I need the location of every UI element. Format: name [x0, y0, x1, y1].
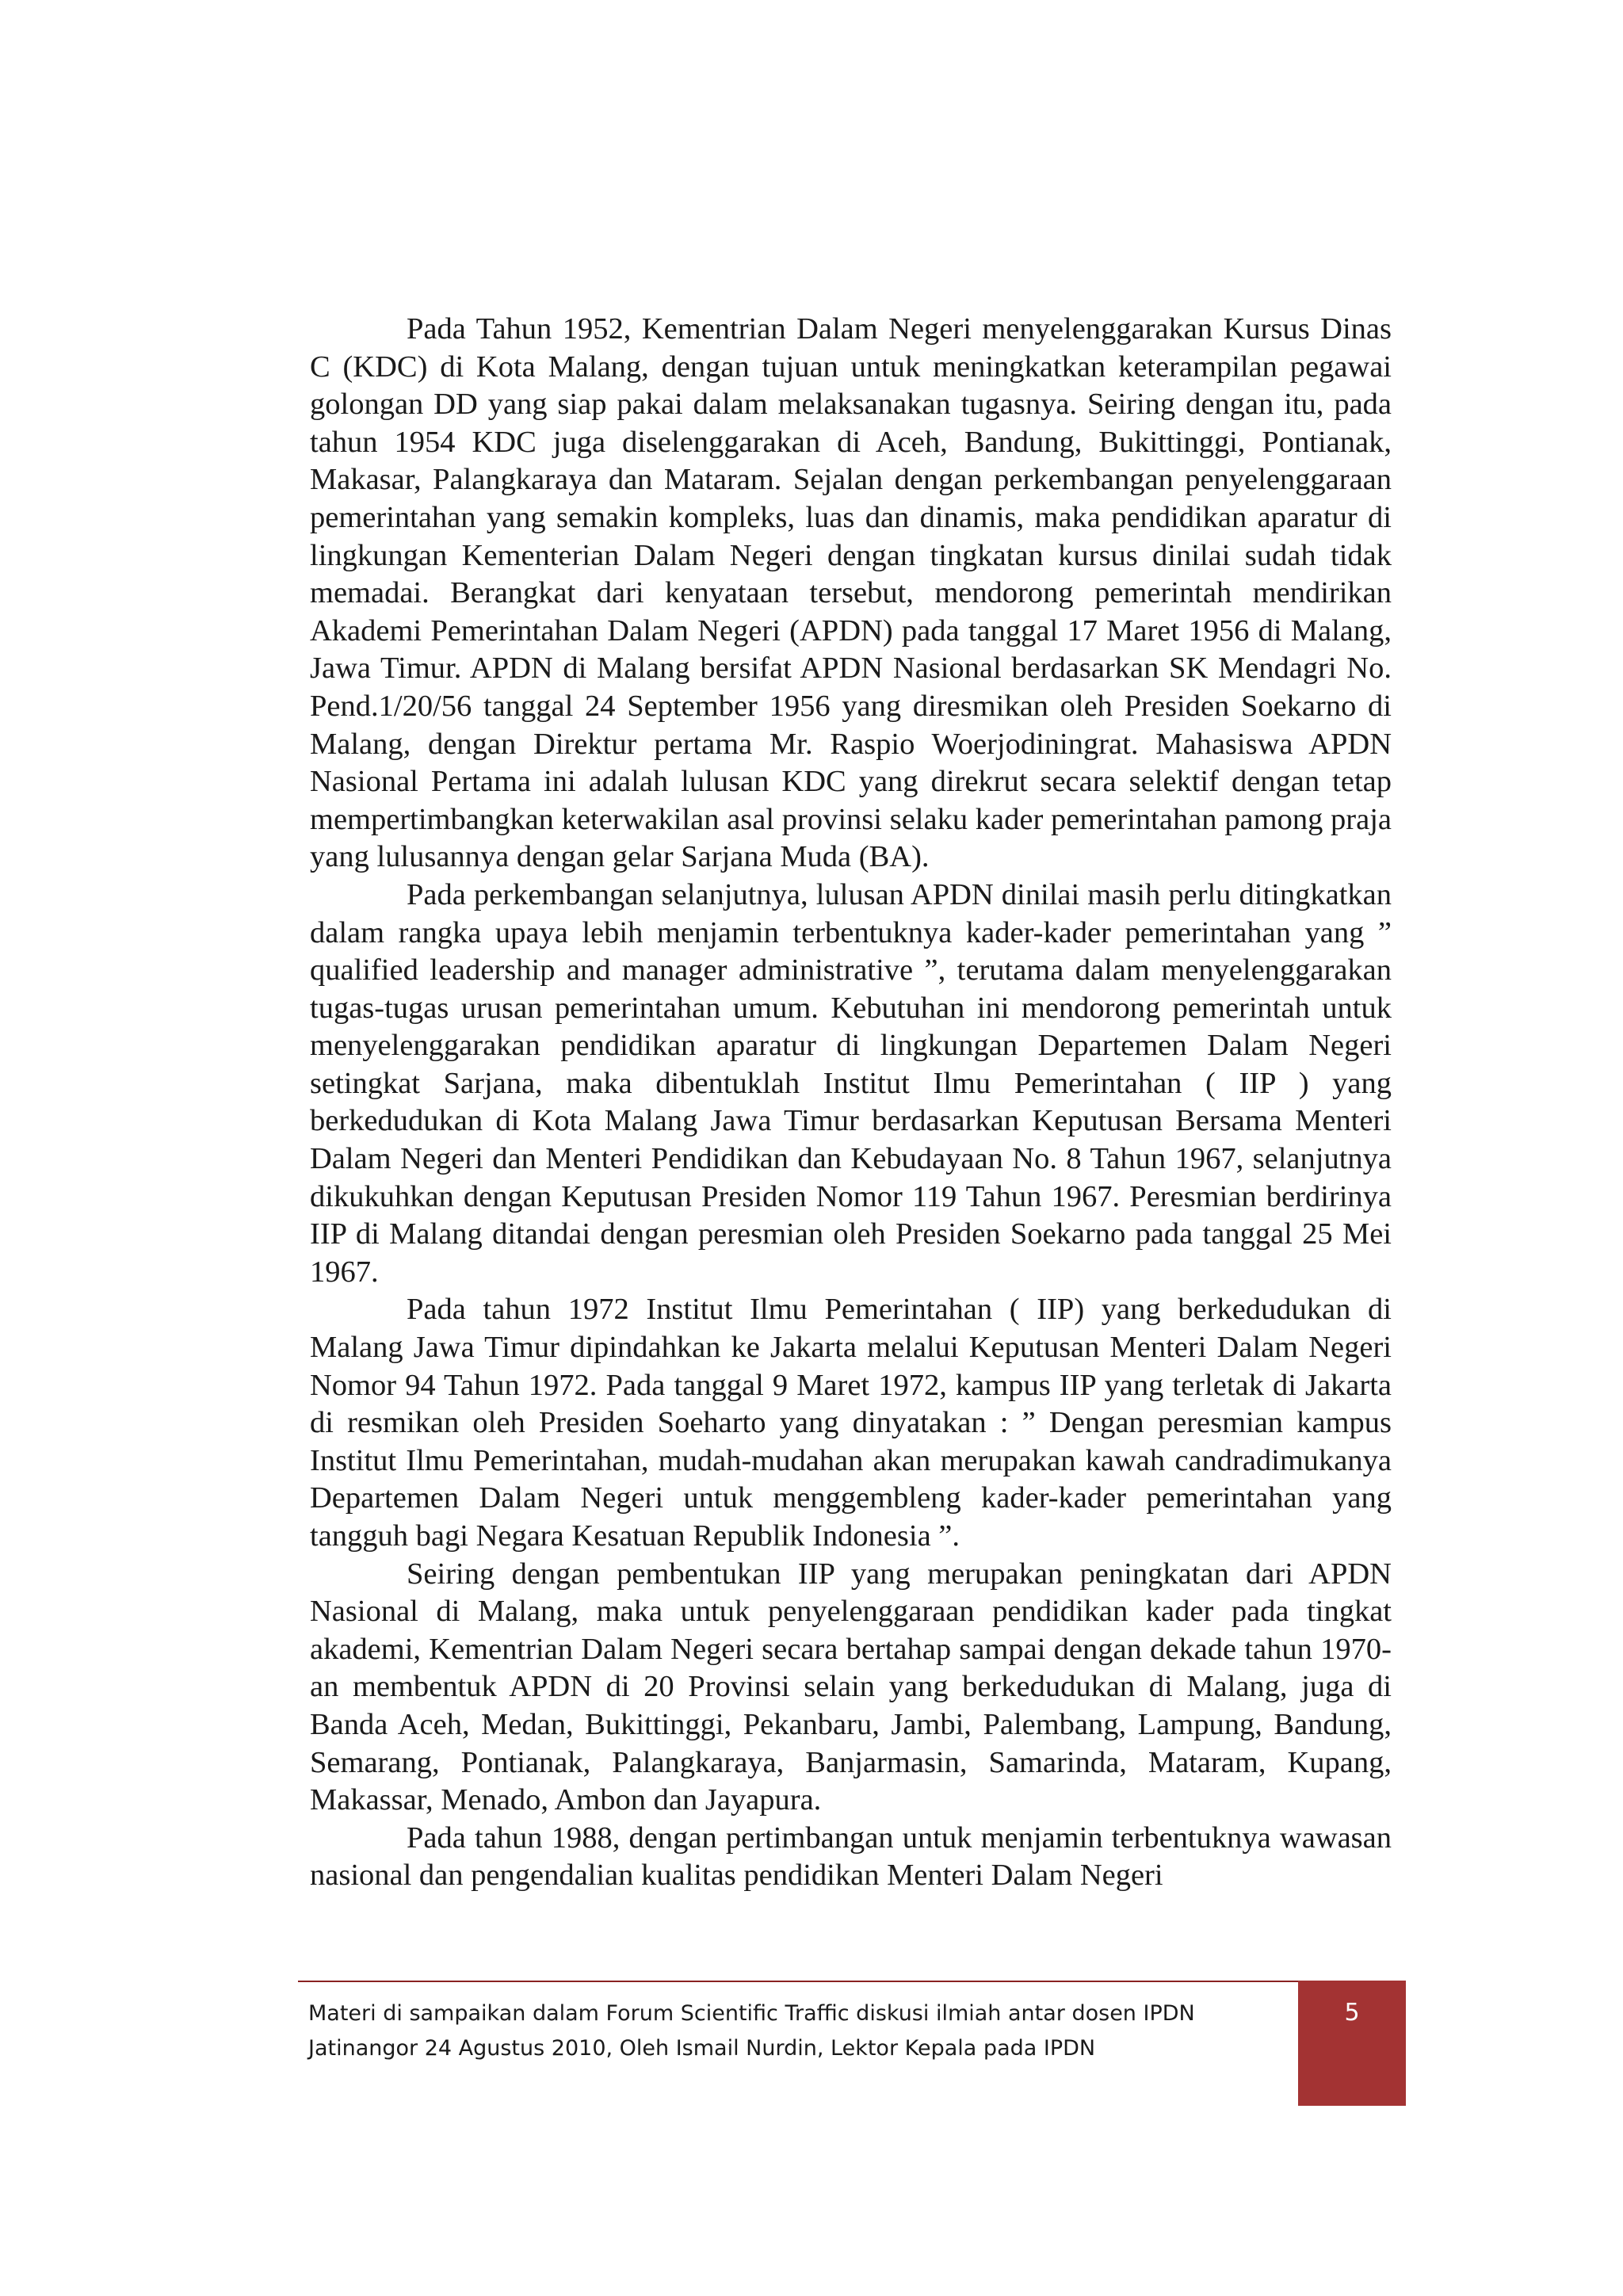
footer-line-2: Jatinangor 24 Agustus 2010, Oleh Ismail Nurdin, Lektor Kepala pada IPDN [308, 2036, 1096, 2061]
paragraph-4: Seiring dengan pembentukan IIP yang merupakan peningkatan dari APDN Nasional di Malang, maka untuk penyelenggaraan pendidikan kader pada tingkat akademi, Kementrian Dalam Negeri secara bertahap sampai dengan dekade tahun 1970-an membentuk APDN di 20 Provinsi selain yang berkedudukan di Malang, juga di Banda Aceh, Medan, Bukittinggi, Pekanbaru, Jambi, Palembang, Lampung, Bandung, Semarang, Pontianak, Palangkaraya, Banjarmasin, Samarinda, Mataram, Kupang, Makassar, Menado, Ambon dan Jayapura. [310, 1557, 1392, 1817]
page-number: 5 [1344, 1999, 1360, 2027]
paragraph-3: Pada tahun 1972 Institut Ilmu Pemerintahan ( IIP) yang berkedudukan di Malang Jawa Timur dipindahkan ke Jakarta melalui Keputusan Menteri Dalam Negeri Nomor 94 Tahun 1972. Pada tanggal 9 Maret 1972, kampus IIP yang terletak di Jakarta di resmikan oleh Presiden Soeharto yang dinyatakan : ” Dengan peresmian kampus Institut Ilmu Pemerintahan, mudah-mudahan akan merupakan kawah candradimukanya Departemen Dalam Negeri untuk menggembleng kader-kader pemerintahan yang tangguh bagi Negara Kesatuan Republik Indonesia ”. [310, 1293, 1392, 1553]
page-number-box [1298, 1981, 1406, 2106]
paragraph-5: Pada tahun 1988, dengan pertimbangan untuk menjamin terbentuknya wawasan nasional dan pengendalian kualitas pendidikan Menteri Dalam Negeri [310, 1820, 1392, 1893]
body-text [310, 311, 1392, 1895]
footer-line-1: Materi di sampaikan dalam Forum Scientific Traffic diskusi ilmiah antar dosen IPDN [308, 2001, 1195, 2026]
footer-text [308, 1996, 1283, 2066]
footer-divider [298, 1981, 1298, 1982]
page-footer [298, 1981, 1407, 2106]
paragraph-1: Pada Tahun 1952, Kementrian Dalam Negeri menyelenggarakan Kursus Dinas C (KDC) di Kota Malang, dengan tujuan untuk meningkatkan keterampilan pegawai golongan DD yang siap pakai dalam melaksanakan tugasnya. Seiring dengan itu, pada tahun 1954 KDC juga diselenggarakan di Aceh, Bandung, Bukittinggi, Pontianak, Makasar, Palangkaraya dan Mataram. Sejalan dengan perkembangan penyelenggaraan pemerintahan yang semakin kompleks, luas dan dinamis, maka pendidikan aparatur di lingkungan Kementerian Dalam Negeri dengan tingkatan kursus dinilai sudah tidak memadai. Berangkat dari kenyataan tersebut, mendorong pemerintah mendirikan Akademi Pemerintahan Dalam Negeri (APDN) pada tanggal 17 Maret 1956 di Malang, Jawa Timur. APDN di Malang bersifat APDN Nasional berdasarkan SK Mendagri No. Pend.1/20/56 tanggal 24 September 1956 yang diresmikan oleh Presiden Soekarno di Malang, dengan Direktur pertama Mr. Raspio Woerjodiningrat. Mahasiswa APDN Nasional Pertama ini adalah lulusan KDC yang direkrut secara selektif dengan tetap mempertimbangkan keterwakilan asal provinsi selaku kader pemerintahan pamong praja yang lulusannya dengan gelar Sarjana Muda (BA). [310, 312, 1392, 874]
paragraph-2: Pada perkembangan selanjutnya, lulusan APDN dinilai masih perlu ditingkatkan dalam rangka upaya lebih menjamin terbentuknya kader-kader pemerintahan yang ” qualified leadership and manager administrative ”, terutama dalam menyelenggarakan tugas-tugas urusan pemerintahan umum. Kebutuhan ini mendorong pemerintah untuk menyelenggarakan pendidikan aparatur di lingkungan Departemen Dalam Negeri setingkat Sarjana, maka dibentuklah Institut Ilmu Pemerintahan ( IIP ) yang berkedudukan di Kota Malang Jawa Timur berdasarkan Keputusan Bersama Menteri Dalam Negeri dan Menteri Pendidikan dan Kebudayaan No. 8 Tahun 1967, selanjutnya dikukuhkan dengan Keputusan Presiden Nomor 119 Tahun 1967. Peresmian berdirinya IIP di Malang ditandai dengan peresmian oleh Presiden Soekarno pada tanggal 25 Mei 1967. [310, 877, 1392, 1289]
